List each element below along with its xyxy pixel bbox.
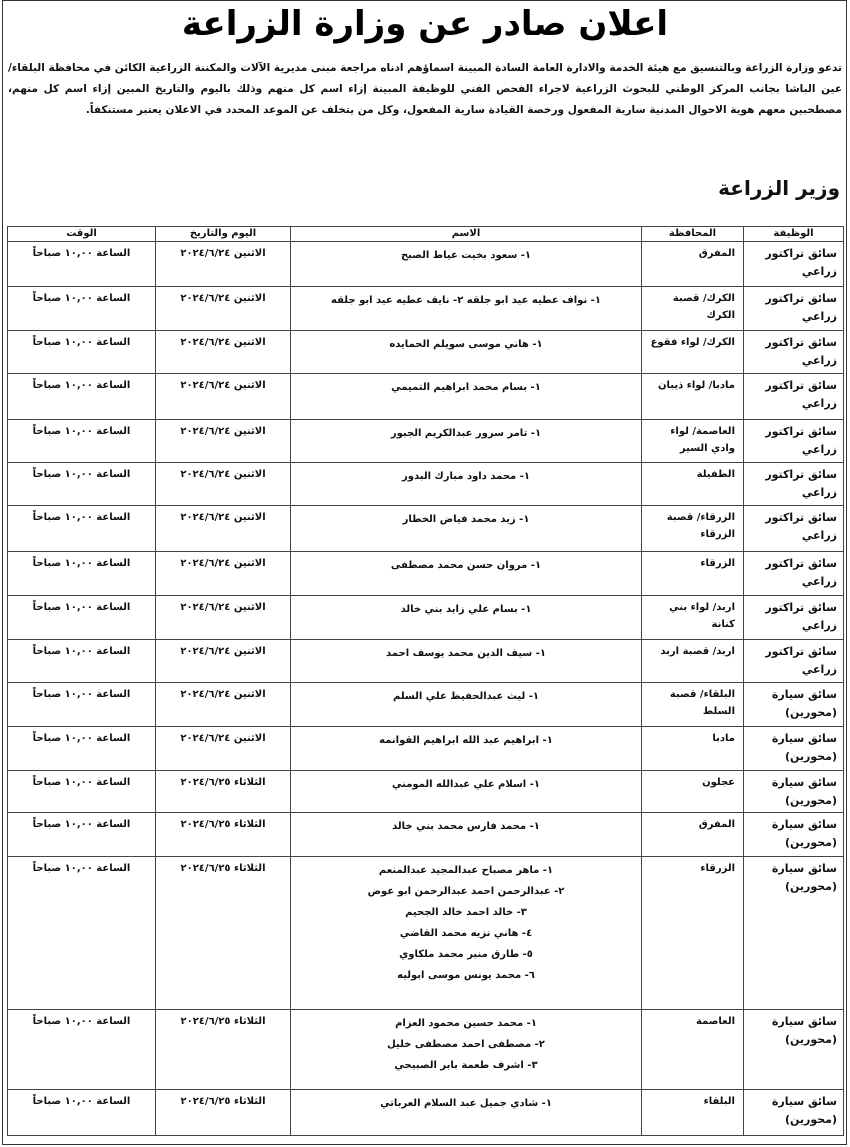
row-date: الاثنين ٢٠٢٤/٦/٢٤ [156,463,291,506]
table-row [8,374,844,420]
header-date: اليوم والتاريخ [156,227,291,242]
row-date: الثلاثاء ٢٠٢٤/٦/٢٥ [156,857,291,1010]
candidate-name: ١- ماهر مصباح عبدالمجيد عبدالمنعم [378,865,554,876]
row-date: الاثنين ٢٠٢٤/٦/٢٤ [156,683,291,727]
table-row [8,683,844,727]
announcement-title: اعلان صادر عن وزارة الزراعة [181,4,669,44]
row-governorate: الطفيلة [642,463,744,506]
row-governorate: مادبا [642,727,744,771]
table-row [8,771,844,813]
row-governorate: عجلون [642,771,744,813]
candidate-name: ١- نواف عطيه عيد ابو جلقه ٢- نايف عطيه عيد ابو جلقه [331,295,601,306]
table-row [8,287,844,331]
row-governorate: الكرك/ قصبة الكرك [642,287,744,331]
row-date: الاثنين ٢٠٢٤/٦/٢٤ [156,331,291,374]
row-time: الساعة ١٠,٠٠ صباحاً [8,374,156,420]
row-job: سائق سيارة (محورين) [744,727,844,771]
row-job: سائق سيارة (محورين) [744,1090,844,1136]
candidate-name: ١- محمد حسين محمود العزام [395,1018,537,1029]
table-row [8,506,844,552]
table-row [8,331,844,374]
table-row [8,1090,844,1136]
row-time: الساعة ١٠,٠٠ صباحاً [8,596,156,640]
header-name: الاسم [291,227,642,242]
row-governorate: البلقاء/ قصبة السلط [642,683,744,727]
candidate-name: ١- محمد فارس محمد بني خالد [392,821,540,832]
row-governorate: العاصمة/ لواء وادي السير [642,420,744,463]
table-row [8,463,844,506]
candidate-name: ١- اسلام علي عبدالله المومني [392,779,540,790]
row-names [291,596,642,640]
row-time: الساعة ١٠,٠٠ صباحاً [8,771,156,813]
candidate-name: ٣- اشرف طعمة بابر الصبيحي [394,1060,538,1071]
row-job: سائق سيارة (محورين) [744,683,844,727]
table-row [8,420,844,463]
row-date: الاثنين ٢٠٢٤/٦/٢٤ [156,640,291,683]
row-names [291,640,642,683]
candidate-name: ٢- عبدالرحمن احمد عبدالرحمن ابو عوض [367,886,565,897]
row-job: سائق تراكتور زراعي [744,552,844,596]
row-names [291,1090,642,1136]
header-job: الوظيفة [744,227,844,242]
row-time: الساعة ١٠,٠٠ صباحاً [8,331,156,374]
candidate-name: ١- بسام محمد ابراهيم التميمي [391,382,541,393]
row-names [291,463,642,506]
row-time: الساعة ١٠,٠٠ صباحاً [8,683,156,727]
candidate-name: ٤- هاني نزيه محمد القاضي [399,928,533,939]
table-row [8,857,844,1010]
row-names [291,857,642,1010]
candidate-name: ١- هاني موسى سويلم الحمايده [389,339,543,350]
candidate-name: ٣- خالد احمد خالد الجحيم [405,907,527,918]
table-row [8,552,844,596]
row-governorate: البلقاء [642,1090,744,1136]
row-time: الساعة ١٠,٠٠ صباحاً [8,552,156,596]
candidate-name: ١- مروان حسن محمد مصطفى [390,560,542,571]
row-time: الساعة ١٠,٠٠ صباحاً [8,287,156,331]
candidate-name: ٥- طارق منير محمد ملكاوي [399,949,533,960]
candidate-name: ١- سيف الدين محمد يوسف احمد [386,648,546,659]
row-job: سائق تراكتور زراعي [744,331,844,374]
candidate-name: ١- ابراهيم عبد الله ابراهيم القوانمه [379,735,553,746]
row-job: سائق تراكتور زراعي [744,640,844,683]
row-time: الساعة ١٠,٠٠ صباحاً [8,242,156,287]
candidate-name: ١- تامر سرور عبدالكريم الجبور [390,428,542,439]
row-names [291,683,642,727]
row-date: الاثنين ٢٠٢٤/٦/٢٤ [156,727,291,771]
row-date: الاثنين ٢٠٢٤/٦/٢٤ [156,420,291,463]
table-row [8,242,844,287]
candidate-name: ١- سعود بخيت عياط الصبح [400,250,532,261]
row-time: الساعة ١٠,٠٠ صباحاً [8,506,156,552]
row-date: الثلاثاء ٢٠٢٤/٦/٢٥ [156,1090,291,1136]
row-names [291,420,642,463]
row-job: سائق تراكتور زراعي [744,463,844,506]
candidate-name: ١- ليث عبدالحفيظ علي السلم [393,691,539,702]
row-governorate: الزرقاء [642,857,744,1010]
table-header-row [8,227,844,242]
candidate-name: ٢- مصطفى احمد مصطفى خليل [387,1039,545,1050]
row-names [291,552,642,596]
row-time: الساعة ١٠,٠٠ صباحاً [8,813,156,857]
row-time: الساعة ١٠,٠٠ صباحاً [8,857,156,1010]
row-job: سائق سيارة (محورين) [744,771,844,813]
row-names [291,771,642,813]
minister-signature: وزير الزراعة [718,176,840,200]
row-names [291,813,642,857]
row-time: الساعة ١٠,٠٠ صباحاً [8,1010,156,1090]
row-job: سائق تراكتور زراعي [744,374,844,420]
row-governorate: المفرق [642,813,744,857]
row-governorate: المفرق [642,242,744,287]
row-job: سائق سيارة (محورين) [744,813,844,857]
row-job: سائق تراكتور زراعي [744,420,844,463]
row-names [291,242,642,287]
row-governorate: مادبا/ لواء ذيبان [642,374,744,420]
row-date: الاثنين ٢٠٢٤/٦/٢٤ [156,552,291,596]
row-date: الاثنين ٢٠٢٤/٦/٢٤ [156,374,291,420]
row-date: الاثنين ٢٠٢٤/٦/٢٤ [156,506,291,552]
announcement-intro: تدعو وزارة الزراعة وبالتنسيق مع هيئة الخدمة والادارة العامة السادة المبينة اسماؤهم ادناه مراجعة مبنى مديرية الآلات والمكننة الزراعية الكائن في محافظة البلقاء/ عين الباشا بجانب المركز الوطني للبحوث الزراعية لاجراء الفحص الفني للوظيفة المبينة إزاء اسم كل منهم وذلك باليوم والتاريخ المبين إزاء اسم كل منهم، مصطحبين معهم هوية الاحوال المدنية سارية المفعول ورخصة القيادة سارية المفعول، وكل من يتخلف عن الموعد المحدد في الاعلان يعتبر مستنكفاً. [8,62,842,116]
row-governorate: اربد/ لواء بني كنانة [642,596,744,640]
candidate-name: ١- زيد محمد فياض الخطار [402,514,530,525]
candidates-table [7,226,844,1136]
row-names [291,1010,642,1090]
row-job: سائق سيارة (محورين) [744,1010,844,1090]
row-names [291,331,642,374]
candidate-name: ١- بسام علي زايد بني خالد [400,604,532,615]
row-date: الثلاثاء ٢٠٢٤/٦/٢٥ [156,771,291,813]
table-row [8,727,844,771]
row-date: الثلاثاء ٢٠٢٤/٦/٢٥ [156,813,291,857]
row-governorate: العاصمة [642,1010,744,1090]
row-date: الاثنين ٢٠٢٤/٦/٢٤ [156,242,291,287]
row-job: سائق تراكتور زراعي [744,287,844,331]
row-date: الاثنين ٢٠٢٤/٦/٢٤ [156,287,291,331]
table-row [8,596,844,640]
table-row [8,640,844,683]
table-row [8,1010,844,1090]
row-names [291,727,642,771]
row-job: سائق تراكتور زراعي [744,242,844,287]
candidate-name: ١- محمد داود مبارك البدور [402,471,530,482]
row-job: سائق سيارة (محورين) [744,857,844,1010]
row-date: الثلاثاء ٢٠٢٤/٦/٢٥ [156,1010,291,1090]
header-governorate: المحافظة [642,227,744,242]
row-date: الاثنين ٢٠٢٤/٦/٢٤ [156,596,291,640]
row-time: الساعة ١٠,٠٠ صباحاً [8,640,156,683]
row-time: الساعة ١٠,٠٠ صباحاً [8,420,156,463]
row-names [291,506,642,552]
row-time: الساعة ١٠,٠٠ صباحاً [8,1090,156,1136]
row-names [291,374,642,420]
row-governorate: الكرك/ لواء فقوع [642,331,744,374]
table-row [8,813,844,857]
row-names [291,287,642,331]
candidate-name: ٦- محمد يونس موسى ابوليه [397,970,535,981]
row-job: سائق تراكتور زراعي [744,596,844,640]
table-body [8,242,844,1136]
row-job: سائق تراكتور زراعي [744,506,844,552]
row-time: الساعة ١٠,٠٠ صباحاً [8,727,156,771]
row-governorate: الزرقاء/ قصبة الزرقاء [642,506,744,552]
row-time: الساعة ١٠,٠٠ صباحاً [8,463,156,506]
row-governorate: اربد/ قصبة اربد [642,640,744,683]
candidate-name: ١- شادي جميل عبد السلام العرباتي [380,1098,552,1109]
header-time: الوقت [8,227,156,242]
row-governorate: الزرقاء [642,552,744,596]
